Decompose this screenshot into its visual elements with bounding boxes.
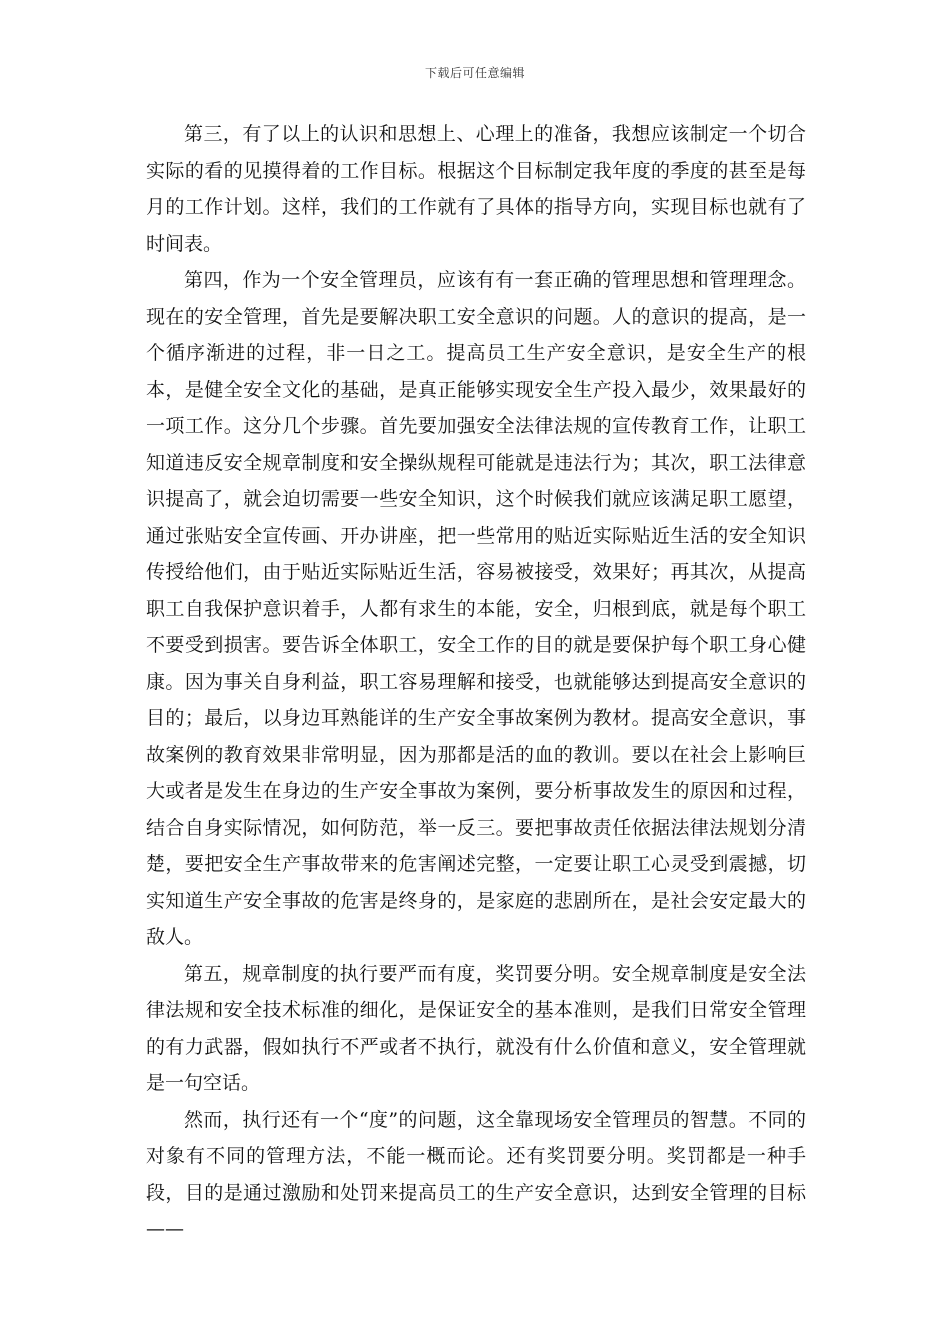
paragraph-third: 第三，有了以上的认识和思想上、心理上的准备，我想应该制定一个切合实际的看的见摸得着的工作目标。根据这个目标制定我年度的季度的甚至是每月的工作计划。这样，我们的工作就有了具体的指导方向，实现目标也就有了时间表。	[146, 123, 806, 255]
paragraph-fifth: 第五，规章制度的执行要严而有度，奖罚要分明。安全规章制度是安全法律法规和安全技术标准的细化，是保证安全的基本准则，是我们日常安全管理的有力武器，假如执行不严或者不执行，就没有什么价值和意义，安全管理就是一句空话。	[146, 962, 806, 1094]
document-body	[146, 116, 806, 1248]
paragraph-however: 然而，执行还有一个“度”的问题，这全靠现场安全管理员的智慧。不同的对象有不同的管理方法，不能一概而论。还有奖罚要分明。奖罚都是一种手段，目的是通过激励和处罚来提高员工的生产安全意识，达到安全管理的目标——	[146, 1108, 806, 1240]
header-note: 下载后可任意编辑	[424, 66, 525, 80]
paragraph-fourth: 第四，作为一个安全管理员，应该有有一套正确的管理思想和管理理念。现在的安全管理，首先是要解决职工安全意识的问题。人的意识的提高，是一个循序渐进的过程，非一日之工。提高员工生产安全意识，是安全生产的根本，是健全安全文化的基础，是真正能够实现安全生产投入最少，效果最好的一项工作。这分几个步骤。首先要加强安全法律法规的宣传教育工作，让职工知道违反安全规章制度和安全操纵规程可能就是违法行为；其次，职工法律意识提高了，就会迫切需要一些安全知识，这个时候我们就应该满足职工愿望，通过张贴安全宣传画、开办讲座，把一些常用的贴近实际贴近生活的安全知识传授给他们，由于贴近实际贴近生活，容易被接受，效果好；再其次，从提高职工自我保护意识着手，人都有求生的本能，安全，归根到底，就是每个职工不要受到损害。要告诉全体职工，安全工作的目的就是要保护每个职工身心健康。因为事关自身利益，职工容易理解和接受，也就能够达到提高安全意识的目的；最后，以身边耳熟能详的生产安全事故案例为教材。提高安全意识，事故案例的教育效果非常明显，因为那都是活的血的教训。要以在社会上影响巨大或者是发生在身边的生产安全事故为案例，要分析事故发生的原因和过程，结合自身实际情况，如何防范，举一反三。要把事故责任依据法律法规划分清楚，要把安全生产事故带来的危害阐述完整，一定要让职工心灵受到震撼，切实知道生产安全事故的危害是终身的，是家庭的悲剧所在，是社会安定最大的敌人。	[146, 269, 806, 948]
